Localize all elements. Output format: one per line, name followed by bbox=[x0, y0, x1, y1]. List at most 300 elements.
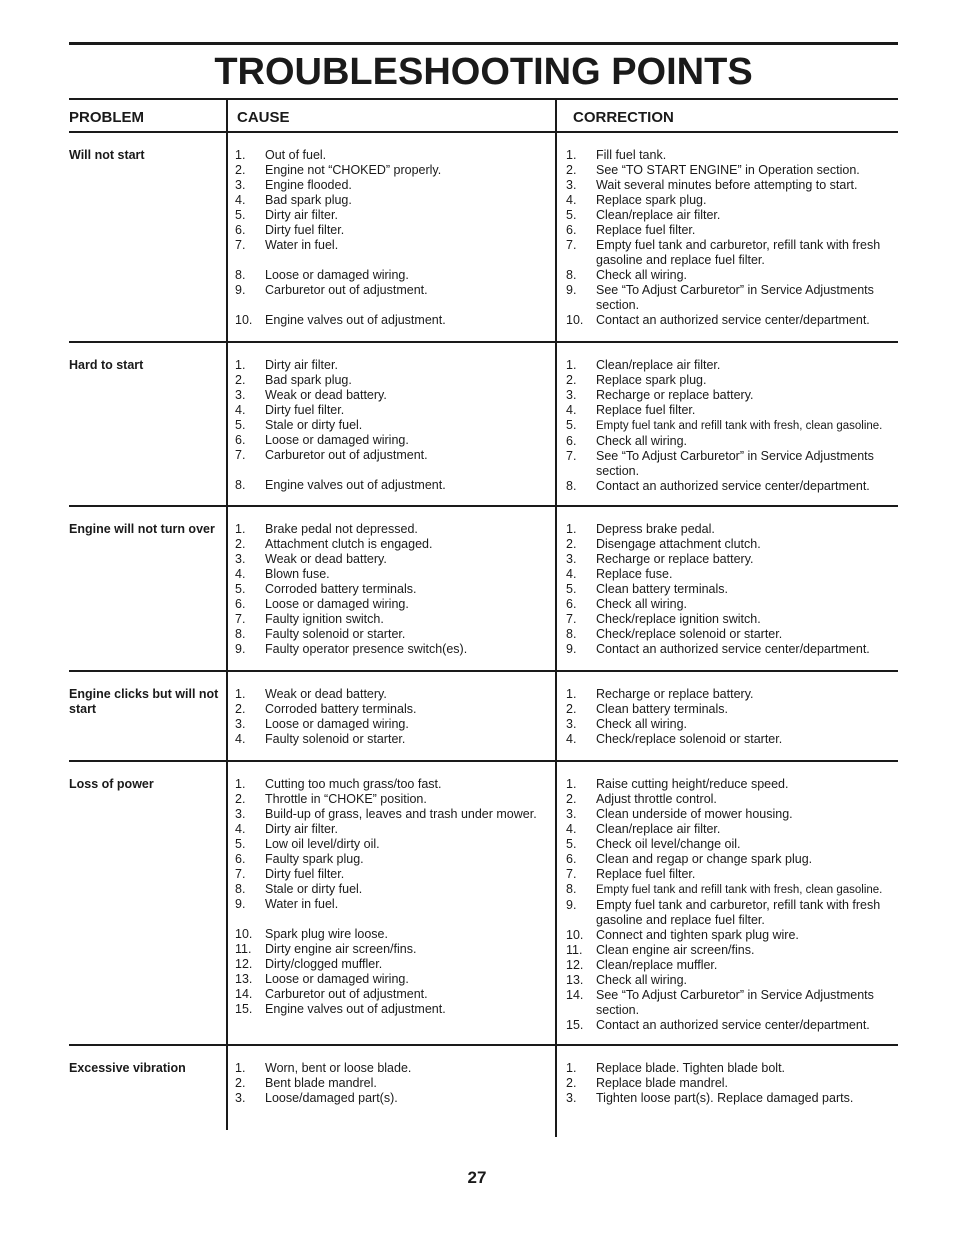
item-number: 6. bbox=[235, 433, 246, 447]
correction-list bbox=[566, 777, 894, 1033]
item-text: Check/replace solenoid or starter. bbox=[596, 627, 783, 641]
correction-list bbox=[566, 522, 894, 657]
item-number: 3. bbox=[235, 717, 246, 731]
item-number: 9. bbox=[235, 897, 246, 911]
item-text: Replace spark plug. bbox=[596, 373, 707, 387]
list-item bbox=[566, 552, 894, 567]
item-number: 6. bbox=[235, 852, 246, 866]
item-text: Contact an authorized service center/department. bbox=[596, 479, 870, 493]
item-text: Replace fuel filter. bbox=[596, 403, 696, 417]
problem-label: Engine clicks but will not start bbox=[69, 687, 219, 716]
cause-list bbox=[235, 1061, 547, 1106]
item-number: 6. bbox=[566, 597, 577, 611]
item-text: Replace fuel filter. bbox=[596, 867, 696, 881]
item-number: 9. bbox=[566, 642, 577, 656]
item-text: Blown fuse. bbox=[265, 567, 330, 581]
item-number: 9. bbox=[566, 283, 577, 297]
row-divider bbox=[69, 670, 898, 672]
list-item bbox=[566, 1018, 894, 1033]
item-number: 3. bbox=[235, 1091, 246, 1105]
item-text: Weak or dead battery. bbox=[265, 552, 387, 566]
item-text: Low oil level/dirty oil. bbox=[265, 837, 380, 851]
item-text: Worn, bent or loose blade. bbox=[265, 1061, 412, 1075]
item-text: Empty fuel tank and refill tank with fresh, clean gasoline. bbox=[596, 420, 883, 432]
list-item bbox=[235, 792, 547, 807]
item-text: Empty fuel tank and carburetor, refill tank with fresh gasoline and replace fuel filter. bbox=[596, 238, 881, 267]
item-text: Bad spark plug. bbox=[265, 373, 352, 387]
list-item bbox=[235, 208, 547, 223]
cause-list bbox=[235, 358, 547, 493]
item-number: 3. bbox=[566, 807, 577, 821]
problem-label: Loss of power bbox=[69, 777, 154, 791]
list-item bbox=[235, 373, 547, 388]
list-item bbox=[235, 313, 547, 328]
item-number: 14. bbox=[235, 987, 253, 1001]
item-text: Clean underside of mower housing. bbox=[596, 807, 793, 821]
item-number: 1. bbox=[566, 1061, 577, 1075]
item-text: Wait several minutes before attempting to start. bbox=[596, 178, 858, 192]
header-problem: PROBLEM bbox=[69, 109, 144, 126]
column-divider-correction bbox=[555, 99, 557, 1137]
item-number: 14. bbox=[566, 988, 584, 1002]
item-number: 2. bbox=[566, 163, 577, 177]
problem-label: Engine will not turn over bbox=[69, 522, 215, 536]
item-text: Faulty solenoid or starter. bbox=[265, 732, 406, 746]
list-item bbox=[235, 1076, 547, 1091]
item-text: Loose or damaged wiring. bbox=[265, 433, 409, 447]
list-item bbox=[566, 208, 894, 223]
item-text: See “To Adjust Carburetor” in Service Adjustments section. bbox=[596, 283, 874, 312]
item-number: 1. bbox=[566, 687, 577, 701]
item-number: 8. bbox=[235, 882, 246, 896]
list-item bbox=[235, 822, 547, 837]
item-text: Weak or dead battery. bbox=[265, 388, 387, 402]
item-number: 12. bbox=[235, 957, 253, 971]
item-text: Dirty fuel filter. bbox=[265, 867, 345, 881]
list-item bbox=[235, 882, 547, 897]
item-text: Attachment clutch is engaged. bbox=[265, 537, 433, 551]
item-number: 7. bbox=[235, 238, 246, 252]
list-item bbox=[235, 537, 547, 552]
item-text: Out of fuel. bbox=[265, 148, 327, 162]
item-text: Empty fuel tank and refill tank with fresh, clean gasoline. bbox=[596, 884, 883, 896]
item-number: 1. bbox=[235, 1061, 246, 1075]
item-text: Bad spark plug. bbox=[265, 193, 352, 207]
item-text: Engine valves out of adjustment. bbox=[265, 478, 446, 492]
item-number: 4. bbox=[235, 403, 246, 417]
item-text: Spark plug wire loose. bbox=[265, 927, 388, 941]
list-item bbox=[235, 687, 547, 702]
list-item bbox=[235, 552, 547, 567]
column-divider-cause bbox=[226, 99, 228, 1130]
list-item bbox=[566, 943, 894, 958]
item-text: Check all wiring. bbox=[596, 717, 688, 731]
item-text: Cutting too much grass/too fast. bbox=[265, 777, 442, 791]
list-item bbox=[566, 178, 894, 193]
list-item bbox=[235, 268, 547, 283]
item-text: Check/replace ignition switch. bbox=[596, 612, 761, 626]
item-text: Recharge or replace battery. bbox=[596, 388, 754, 402]
item-number: 3. bbox=[235, 388, 246, 402]
item-text: Engine valves out of adjustment. bbox=[265, 1002, 446, 1016]
item-text: Replace spark plug. bbox=[596, 193, 707, 207]
item-number: 2. bbox=[235, 163, 246, 177]
item-text: Throttle in “CHOKE” position. bbox=[265, 792, 427, 806]
cause-list bbox=[235, 687, 547, 747]
item-number: 8. bbox=[566, 479, 577, 493]
item-text: Check all wiring. bbox=[596, 434, 688, 448]
item-text: Loose or damaged wiring. bbox=[265, 597, 409, 611]
item-number: 6. bbox=[566, 852, 577, 866]
item-number: 2. bbox=[235, 1076, 246, 1090]
item-text: Engine flooded. bbox=[265, 178, 352, 192]
item-number: 4. bbox=[235, 567, 246, 581]
item-text: Contact an authorized service center/department. bbox=[596, 642, 870, 656]
list-item bbox=[566, 792, 894, 807]
list-item bbox=[566, 373, 894, 388]
list-item bbox=[566, 418, 894, 434]
list-item bbox=[235, 1091, 547, 1106]
list-item bbox=[235, 418, 547, 433]
item-number: 2. bbox=[566, 702, 577, 716]
list-item bbox=[235, 927, 547, 942]
item-text: Carburetor out of adjustment. bbox=[265, 448, 428, 462]
item-number: 3. bbox=[566, 1091, 577, 1105]
list-item bbox=[566, 597, 894, 612]
list-item bbox=[235, 388, 547, 403]
page-number: 27 bbox=[467, 1168, 487, 1187]
item-number: 4. bbox=[566, 403, 577, 417]
item-number: 1. bbox=[566, 358, 577, 372]
item-number: 2. bbox=[235, 792, 246, 806]
item-number: 2. bbox=[235, 373, 246, 387]
problem-label: Hard to start bbox=[69, 358, 144, 372]
list-item bbox=[235, 642, 547, 657]
list-item bbox=[566, 867, 894, 882]
cause-list bbox=[235, 148, 547, 328]
list-item bbox=[235, 582, 547, 597]
item-number: 3. bbox=[566, 552, 577, 566]
item-text: Faulty spark plug. bbox=[265, 852, 364, 866]
list-item bbox=[566, 837, 894, 852]
item-number: 8. bbox=[566, 882, 577, 896]
item-number: 15. bbox=[566, 1018, 584, 1032]
item-text: Adjust throttle control. bbox=[596, 792, 717, 806]
item-text: Clean engine air screen/fins. bbox=[596, 943, 755, 957]
item-text: Clean/replace air filter. bbox=[596, 208, 721, 222]
list-item bbox=[235, 358, 547, 373]
item-text: Dirty engine air screen/fins. bbox=[265, 942, 417, 956]
row-divider bbox=[69, 505, 898, 507]
item-text: Dirty air filter. bbox=[265, 358, 338, 372]
item-number: 4. bbox=[235, 732, 246, 746]
top-rule bbox=[69, 42, 898, 45]
list-item bbox=[235, 448, 547, 463]
item-text: Faulty ignition switch. bbox=[265, 612, 384, 626]
list-item bbox=[235, 972, 547, 987]
list-item bbox=[566, 1076, 894, 1091]
list-item bbox=[235, 193, 547, 208]
item-number: 5. bbox=[235, 582, 246, 596]
list-item bbox=[566, 988, 894, 1018]
list-item bbox=[566, 807, 894, 822]
list-item bbox=[566, 777, 894, 792]
item-text: Loose or damaged wiring. bbox=[265, 717, 409, 731]
item-number: 11. bbox=[235, 942, 252, 956]
item-text: Water in fuel. bbox=[265, 238, 339, 252]
item-number: 8. bbox=[566, 268, 577, 282]
list-item bbox=[235, 1061, 547, 1076]
item-number: 2. bbox=[235, 537, 246, 551]
list-item bbox=[566, 434, 894, 449]
item-number: 1. bbox=[235, 358, 246, 372]
item-text: Engine not “CHOKED” properly. bbox=[265, 163, 442, 177]
item-number: 5. bbox=[235, 837, 246, 851]
item-text: Contact an authorized service center/department. bbox=[596, 313, 870, 327]
list-item bbox=[235, 522, 547, 537]
header-correction: CORRECTION bbox=[573, 109, 674, 126]
item-text: Loose/damaged part(s). bbox=[265, 1091, 398, 1105]
item-number: 13. bbox=[566, 973, 584, 987]
item-number: 10. bbox=[566, 928, 584, 942]
item-number: 4. bbox=[566, 567, 577, 581]
list-item bbox=[235, 478, 547, 493]
item-text: Clean/replace air filter. bbox=[596, 358, 721, 372]
list-item bbox=[235, 433, 547, 448]
item-text: Carburetor out of adjustment. bbox=[265, 987, 428, 1001]
item-text: Corroded battery terminals. bbox=[265, 582, 417, 596]
item-text: See “TO START ENGINE” in Operation section. bbox=[596, 163, 860, 177]
list-item bbox=[566, 238, 894, 268]
list-item bbox=[566, 223, 894, 238]
list-item bbox=[566, 973, 894, 988]
header-cause: CAUSE bbox=[237, 109, 290, 126]
correction-list bbox=[566, 1061, 894, 1106]
list-item bbox=[566, 612, 894, 627]
item-number: 1. bbox=[235, 148, 246, 162]
item-number: 1. bbox=[235, 777, 246, 791]
list-item bbox=[235, 777, 547, 792]
header-top-rule bbox=[69, 98, 898, 100]
item-number: 15. bbox=[235, 1002, 253, 1016]
item-number: 8. bbox=[566, 627, 577, 641]
list-item bbox=[566, 268, 894, 283]
list-item bbox=[235, 567, 547, 582]
list-item bbox=[566, 1061, 894, 1076]
item-text: Check all wiring. bbox=[596, 597, 688, 611]
list-item bbox=[235, 163, 547, 178]
item-text: Recharge or replace battery. bbox=[596, 552, 754, 566]
item-text: Check all wiring. bbox=[596, 268, 688, 282]
item-text: See “To Adjust Carburetor” in Service Adjustments section. bbox=[596, 988, 874, 1017]
item-number: 3. bbox=[235, 807, 246, 821]
item-number: 7. bbox=[235, 448, 246, 462]
item-text: Corroded battery terminals. bbox=[265, 702, 417, 716]
list-item bbox=[566, 642, 894, 657]
list-item bbox=[566, 148, 894, 163]
item-text: Brake pedal not depressed. bbox=[265, 522, 418, 536]
list-item bbox=[235, 627, 547, 642]
list-item bbox=[235, 852, 547, 867]
list-item bbox=[566, 627, 894, 642]
list-item bbox=[566, 522, 894, 537]
item-text: Clean/replace muffler. bbox=[596, 958, 718, 972]
list-item bbox=[235, 867, 547, 882]
item-text: Stale or dirty fuel. bbox=[265, 418, 363, 432]
item-text: Check/replace solenoid or starter. bbox=[596, 732, 783, 746]
list-item bbox=[566, 313, 894, 328]
item-number: 4. bbox=[566, 193, 577, 207]
correction-list bbox=[566, 148, 894, 328]
item-number: 5. bbox=[566, 208, 577, 222]
list-item bbox=[566, 732, 894, 747]
list-item bbox=[235, 223, 547, 238]
list-item bbox=[235, 597, 547, 612]
item-number: 2. bbox=[566, 792, 577, 806]
item-text: Check oil level/change oil. bbox=[596, 837, 741, 851]
item-number: 12. bbox=[566, 958, 584, 972]
list-item bbox=[566, 358, 894, 373]
item-number: 4. bbox=[235, 193, 246, 207]
correction-list bbox=[566, 358, 894, 494]
item-number: 5. bbox=[566, 582, 577, 596]
item-text: Clean and regap or change spark plug. bbox=[596, 852, 813, 866]
list-item bbox=[235, 732, 547, 747]
list-item bbox=[235, 942, 547, 957]
row-divider bbox=[69, 1044, 898, 1046]
item-number: 8. bbox=[235, 268, 246, 282]
item-number: 6. bbox=[235, 597, 246, 611]
list-item bbox=[566, 958, 894, 973]
item-text: Recharge or replace battery. bbox=[596, 687, 754, 701]
item-number: 2. bbox=[566, 1076, 577, 1090]
list-item bbox=[235, 987, 547, 1002]
list-item bbox=[235, 807, 547, 822]
list-item bbox=[566, 479, 894, 494]
problem-label: Will not start bbox=[69, 148, 145, 162]
list-item bbox=[235, 702, 547, 717]
item-text: Stale or dirty fuel. bbox=[265, 882, 363, 896]
item-number: 10. bbox=[235, 927, 253, 941]
item-number: 5. bbox=[566, 418, 577, 432]
row-divider bbox=[69, 760, 898, 762]
list-item bbox=[566, 283, 894, 313]
item-text: Dirty air filter. bbox=[265, 822, 338, 836]
list-item bbox=[235, 837, 547, 852]
item-text: Tighten loose part(s). Replace damaged parts. bbox=[596, 1091, 854, 1105]
item-number: 7. bbox=[566, 867, 577, 881]
item-number: 4. bbox=[235, 822, 246, 836]
item-text: Bent blade mandrel. bbox=[265, 1076, 377, 1090]
item-number: 3. bbox=[566, 717, 577, 731]
list-item bbox=[235, 178, 547, 193]
list-item bbox=[566, 403, 894, 418]
list-item bbox=[566, 687, 894, 702]
list-item bbox=[566, 193, 894, 208]
correction-list bbox=[566, 687, 894, 747]
list-item bbox=[566, 567, 894, 582]
item-number: 2. bbox=[235, 702, 246, 716]
list-item bbox=[566, 449, 894, 479]
item-number: 9. bbox=[235, 283, 246, 297]
list-item bbox=[566, 852, 894, 867]
item-text: Raise cutting height/reduce speed. bbox=[596, 777, 789, 791]
list-item bbox=[566, 163, 894, 178]
problem-label: Excessive vibration bbox=[69, 1061, 186, 1075]
item-number: 10. bbox=[235, 313, 253, 327]
item-text: Carburetor out of adjustment. bbox=[265, 283, 428, 297]
item-number: 9. bbox=[235, 642, 246, 656]
item-text: Contact an authorized service center/department. bbox=[596, 1018, 870, 1032]
list-item bbox=[566, 1091, 894, 1106]
item-text: Faulty solenoid or starter. bbox=[265, 627, 406, 641]
item-text: Loose or damaged wiring. bbox=[265, 268, 409, 282]
item-text: Dirty air filter. bbox=[265, 208, 338, 222]
header-bottom-rule bbox=[69, 131, 898, 133]
list-item bbox=[235, 897, 547, 912]
item-text: Fill fuel tank. bbox=[596, 148, 667, 162]
cause-list bbox=[235, 777, 547, 1017]
list-item bbox=[235, 403, 547, 418]
item-number: 7. bbox=[235, 612, 246, 626]
list-item bbox=[566, 882, 894, 898]
list-item bbox=[566, 702, 894, 717]
list-item bbox=[235, 612, 547, 627]
list-item bbox=[566, 582, 894, 597]
item-text: Replace fuse. bbox=[596, 567, 673, 581]
item-number: 5. bbox=[566, 837, 577, 851]
item-number: 13. bbox=[235, 972, 253, 986]
list-item bbox=[235, 1002, 547, 1017]
item-text: Replace fuel filter. bbox=[596, 223, 696, 237]
item-number: 1. bbox=[566, 777, 577, 791]
item-number: 5. bbox=[235, 418, 246, 432]
item-number: 10. bbox=[566, 313, 584, 327]
item-text: Faulty operator presence switch(es). bbox=[265, 642, 468, 656]
list-item bbox=[566, 388, 894, 403]
item-number: 7. bbox=[235, 867, 246, 881]
item-number: 7. bbox=[566, 612, 577, 626]
list-item bbox=[235, 238, 547, 253]
item-text: Dirty/clogged muffler. bbox=[265, 957, 383, 971]
list-item bbox=[566, 898, 894, 928]
item-text: Empty fuel tank and carburetor, refill tank with fresh gasoline and replace fuel filter. bbox=[596, 898, 881, 927]
item-text: Clean battery terminals. bbox=[596, 702, 729, 716]
item-text: Connect and tighten spark plug wire. bbox=[596, 928, 799, 942]
item-text: Water in fuel. bbox=[265, 897, 339, 911]
item-text: Dirty fuel filter. bbox=[265, 403, 345, 417]
item-number: 1. bbox=[566, 522, 577, 536]
list-item bbox=[566, 928, 894, 943]
item-number: 3. bbox=[566, 178, 577, 192]
item-text: Dirty fuel filter. bbox=[265, 223, 345, 237]
item-number: 6. bbox=[566, 434, 577, 448]
list-item bbox=[566, 822, 894, 837]
item-number: 1. bbox=[566, 148, 577, 162]
item-number: 6. bbox=[235, 223, 246, 237]
item-number: 3. bbox=[235, 552, 246, 566]
list-item bbox=[235, 717, 547, 732]
list-item bbox=[235, 148, 547, 163]
item-text: Depress brake pedal. bbox=[596, 522, 715, 536]
row-divider bbox=[69, 341, 898, 343]
item-number: 7. bbox=[566, 238, 577, 252]
item-number: 7. bbox=[566, 449, 577, 463]
item-number: 9. bbox=[566, 898, 577, 912]
item-number: 3. bbox=[235, 178, 246, 192]
item-text: Clean/replace air filter. bbox=[596, 822, 721, 836]
page-title: TROUBLESHOOTING POINTS bbox=[214, 51, 753, 93]
